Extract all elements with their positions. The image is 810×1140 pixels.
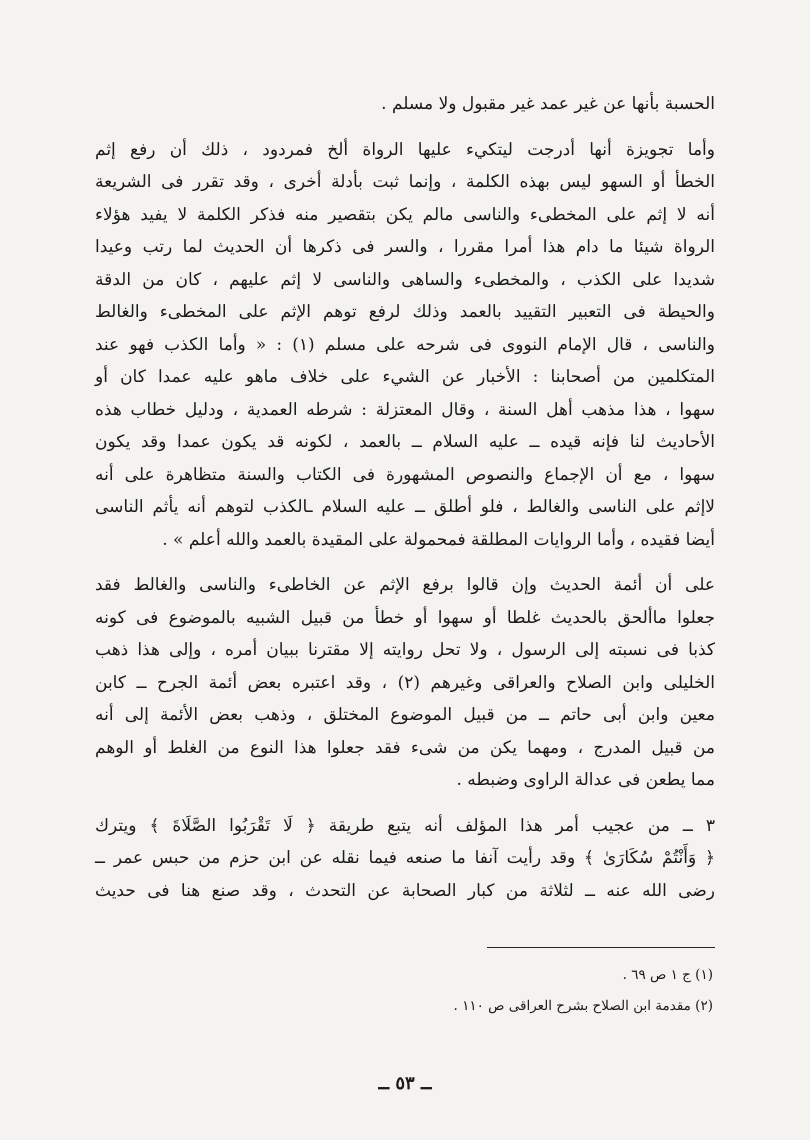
text-line: سهوا ، هذا مذهب أهل السنة ، وقال المعتزلة : شرطه العمدية ، ودليل خطاب هذه (95, 399, 715, 420)
text-line: رضى الله عنه ــ لثلاثة من كبار الصحابة عن التحدث ، وقد صنع هنا فى حديث (95, 880, 715, 901)
text-line: المتكلمين من أصحابنا : الأخبار عن الشيء على خلاف ماهو عليه عمدا كان أو (95, 367, 715, 387)
text-line: لاإثم على الناسى والغالط ، فلو أطلق ــ عليه السلام ـالكذب لتوهم أنه يأثم الناسى (95, 497, 715, 517)
text-line: وأما تجويزة أنها أدرجت ليتكيء عليها الرواة ألخ فمردود ، ذلك أن رفع إثم (95, 139, 715, 160)
paragraph-3 (95, 569, 715, 797)
footnote-1: (١) ج ١ ص ٦٩ . (622, 967, 713, 983)
text-line: مما يطعن فى عدالة الراوى وضبطه . (456, 770, 715, 790)
text-line: أيضا فقيده ، وأما الروايات المطلقة فمحمولة على المقيدة بالعمد والله أعلم » . (162, 529, 715, 550)
text-line: معين وابن أبى حاتم ــ من قبيل الموضوع المختلق ، وذهب بعض الأئمة إلى أنه (95, 705, 715, 725)
text-line: الخطأ أو السهو ليس بهذه الكلمة ، وإنما ثبت بأدلة أخرى ، وقد تقرر فى الشريعة (95, 172, 715, 192)
text-line: كذبا فى نسبته إلى الرسول ، ولا تحل روايته إلا مقترنا ببيان أمره ، وإلى هذا ذهب (95, 640, 715, 660)
paragraph-4 (95, 810, 715, 908)
paragraph-1 (95, 88, 715, 121)
text-line: ﴿ وَأَنْتُمْ سُكَارَىٰ ﴾ وقد رأيت آنفا ما صنعه فيما نقله عن ابن حزم من حبس عمر ــ (95, 848, 715, 868)
footnotes (113, 960, 713, 1022)
text-line: والناسى ، قال الإمام النووى فى شرحه على مسلم (١) : « وأما الكذب فهو عند (95, 334, 715, 355)
text-line: أنه لا إثم على المخطىء والناسى مالم يكن بتقصير منه فذكر الكلمة لا يفيد هؤلاء (95, 204, 715, 225)
footnote-divider (487, 947, 715, 948)
text-line: الخليلى وابن الصلاح والعراقى وغيرهم (٢) ، وقد اعتبره بعض أئمة الجرح ــ كابن (95, 672, 715, 693)
text-line: سهوا ، مع أن الإجماع والنصوص المشهورة فى الكتاب والسنة متظاهرة على أنه (95, 464, 715, 485)
text-line: الرواة شيئا ما دام هذا أمرا مقررا ، والسر فى ذكرها أن الحديث لما رتب وعيدا (95, 237, 715, 257)
text-line: من قبيل المدرج ، ومهما يكن من شىء فقد جعلوا هذا النوع من الغلط أو الوهم (95, 737, 715, 758)
footnote-2: (٢) مقدمة ابن الصلاح بشرح العراقى ص ١١٠ . (453, 998, 713, 1014)
text-line: ٣ ــ من عجيب أمر هذا المؤلف أنه يتبع طريقة ﴿ لَا تَقْرَبُوا الصَّلَاةَ ﴾ ويترك (95, 815, 715, 836)
text-line: الأحاديث لنا فإنه قيده ــ عليه السلام ــ بالعمد ، لكونه قد يكون عمدا وقد يكون (95, 432, 715, 452)
text-line: على أن أئمة الحديث وإن قالوا برفع الإثم عن الخاطىء والناسى والغالط فقد (95, 575, 715, 595)
text-line: شديدا على الكذب ، والمخطىء والساهى والناسى لا إثم عليهم ، كان من الدقة (95, 269, 715, 290)
text-line: جعلوا ماألحق بالحديث غلطا أو سهوا أو خطأ من قبيل الشبيه بالموضوع فى كونه (95, 607, 715, 628)
page-number: ــ ٥٣ ــ (378, 1073, 432, 1094)
paragraph-2 (95, 134, 715, 557)
page-body (95, 88, 715, 907)
text-line: الحسبة بأنها عن غير عمد غير مقبول ولا مسلم . (381, 94, 715, 114)
text-line: والحيطة فى التعبير التقييد بالعمد وذلك لرفع توهم الإثم على المخطىء والغالط (95, 302, 715, 322)
